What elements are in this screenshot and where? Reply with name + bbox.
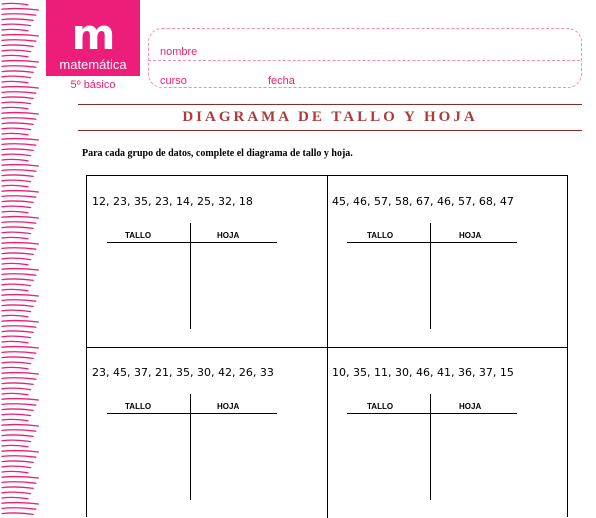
spiral-stroke bbox=[2, 40, 36, 41]
stem-header: TALLO bbox=[125, 231, 152, 240]
spiral-stroke bbox=[2, 123, 33, 124]
spiral-stroke bbox=[2, 170, 36, 171]
spiral-stroke bbox=[2, 508, 36, 509]
spiral-stroke bbox=[2, 217, 38, 218]
spiral-stroke bbox=[2, 393, 28, 394]
exercise-cell-4 bbox=[327, 347, 567, 518]
spiral-stroke bbox=[2, 336, 31, 337]
spiral-stroke bbox=[2, 440, 31, 441]
spiral-stroke bbox=[2, 45, 33, 46]
spiral-stroke bbox=[2, 471, 28, 472]
spiral-stroke bbox=[2, 149, 33, 150]
spiral-stroke bbox=[2, 206, 31, 207]
leaf-header: HOJA bbox=[459, 231, 482, 240]
spiral-stroke bbox=[2, 159, 28, 160]
spiral-stroke bbox=[2, 419, 28, 420]
spiral-stroke bbox=[2, 399, 38, 400]
spiral-stroke bbox=[2, 87, 38, 88]
spiral-stroke bbox=[2, 310, 31, 311]
spiral-stroke bbox=[2, 253, 33, 254]
spiral-stroke bbox=[2, 71, 33, 72]
spiral-stroke bbox=[2, 295, 38, 296]
spiral-stroke bbox=[2, 237, 28, 238]
name-label: nombre bbox=[160, 46, 198, 58]
exercise-data: 10, 35, 11, 30, 46, 41, 36, 37, 15 bbox=[332, 366, 514, 379]
stem-header: TALLO bbox=[367, 231, 394, 240]
spiral-stroke bbox=[2, 378, 36, 379]
spiral-stroke bbox=[2, 243, 38, 244]
spiral-stroke bbox=[2, 81, 28, 82]
spiral-stroke bbox=[2, 180, 31, 181]
spiral-stroke bbox=[2, 107, 28, 108]
exercise-data: 12, 23, 35, 23, 14, 25, 32, 18 bbox=[92, 195, 253, 208]
spiral-stroke bbox=[2, 279, 33, 280]
spiral-stroke bbox=[2, 451, 38, 452]
spiral-stroke bbox=[2, 482, 36, 483]
spiral-stroke bbox=[2, 19, 33, 20]
grade-pill bbox=[46, 76, 140, 94]
stem-leaf-vertical-rule bbox=[190, 394, 191, 500]
leaf-header: HOJA bbox=[217, 402, 240, 411]
spiral-stroke bbox=[2, 154, 31, 155]
student-info-divider bbox=[148, 60, 580, 61]
instructions: Para cada grupo de datos, complete el diagrama de tallo y hoja. bbox=[82, 148, 353, 159]
logo-subject: matemática bbox=[59, 57, 127, 72]
spiral-stroke bbox=[2, 227, 33, 228]
spiral-stroke bbox=[2, 456, 36, 457]
spiral-stroke bbox=[2, 466, 31, 467]
spiral-stroke bbox=[2, 258, 31, 259]
logo-letter: m bbox=[71, 10, 115, 59]
stem-leaf-vertical-rule bbox=[430, 394, 431, 500]
exercise-data: 23, 45, 37, 21, 35, 30, 42, 26, 33 bbox=[92, 366, 274, 379]
spiral-stroke bbox=[2, 331, 33, 332]
spiral-stroke bbox=[2, 61, 38, 62]
spiral-stroke bbox=[2, 118, 36, 119]
spiral-stroke bbox=[2, 347, 38, 348]
spiral-stroke bbox=[2, 3, 28, 4]
exercise-data: 45, 46, 57, 58, 67, 46, 57, 68, 47 bbox=[332, 195, 514, 208]
stem-leaf-horizontal-rule bbox=[107, 413, 277, 414]
spiral-stroke bbox=[2, 269, 38, 270]
spiral-stroke bbox=[2, 326, 36, 327]
stem-leaf-vertical-rule bbox=[430, 223, 431, 329]
spiral-stroke bbox=[2, 300, 36, 301]
spiral-stroke bbox=[2, 92, 36, 93]
spiral-stroke bbox=[2, 66, 36, 67]
spiral-stroke bbox=[2, 113, 38, 114]
spiral-stroke bbox=[2, 388, 31, 389]
spiral-stroke bbox=[2, 409, 33, 410]
stem-leaf-horizontal-rule bbox=[107, 242, 277, 243]
spiral-stroke bbox=[2, 362, 31, 363]
date-label: fecha bbox=[268, 75, 295, 87]
spiral-stroke bbox=[2, 139, 38, 140]
spiral-stroke bbox=[2, 425, 38, 426]
spiral-stroke bbox=[2, 321, 38, 322]
spiral-stroke bbox=[2, 191, 38, 192]
spiral-stroke bbox=[2, 341, 28, 342]
leaf-header: HOJA bbox=[217, 231, 240, 240]
spiral-stroke bbox=[2, 35, 38, 36]
spiral-stroke bbox=[2, 284, 31, 285]
stem-leaf-horizontal-rule bbox=[347, 413, 517, 414]
spiral-stroke bbox=[2, 102, 31, 103]
spiral-stroke bbox=[2, 144, 36, 145]
spiral-stroke bbox=[2, 14, 36, 15]
spiral-stroke bbox=[2, 24, 31, 25]
spiral-stroke bbox=[2, 9, 38, 10]
spiral-stroke bbox=[2, 430, 36, 431]
spiral-stroke bbox=[2, 175, 33, 176]
stem-leaf-horizontal-rule bbox=[347, 242, 517, 243]
spiral-stroke bbox=[2, 367, 28, 368]
spiral-stroke bbox=[2, 445, 28, 446]
title-bottom-rule bbox=[78, 130, 582, 131]
spiral-stroke bbox=[2, 487, 33, 488]
student-info-box bbox=[148, 28, 582, 88]
title-top-rule bbox=[78, 104, 582, 105]
spiral-stroke bbox=[2, 263, 28, 264]
spiral-stroke bbox=[2, 201, 33, 202]
stem-header: TALLO bbox=[125, 402, 152, 411]
spiral-stroke bbox=[2, 357, 33, 358]
spiral-stroke bbox=[2, 29, 28, 30]
spiral-stroke bbox=[2, 76, 31, 77]
spiral-stroke bbox=[2, 315, 28, 316]
course-label: curso bbox=[160, 75, 187, 87]
spiral-stroke bbox=[2, 497, 28, 498]
stem-leaf-vertical-rule bbox=[190, 223, 191, 329]
spiral-stroke bbox=[2, 128, 31, 129]
spiral-stroke bbox=[2, 404, 36, 405]
spiral-stroke bbox=[2, 383, 33, 384]
notebook-spiral bbox=[0, 0, 46, 517]
spiral-stroke bbox=[2, 222, 36, 223]
spiral-stroke bbox=[2, 352, 36, 353]
spiral-stroke bbox=[2, 305, 33, 306]
spiral-stroke bbox=[2, 55, 28, 56]
spiral-stroke bbox=[2, 492, 31, 493]
spiral-stroke bbox=[2, 185, 28, 186]
spiral-stroke bbox=[2, 513, 33, 514]
exercise-cell-1 bbox=[87, 176, 327, 347]
leaf-header: HOJA bbox=[459, 402, 482, 411]
spiral-stroke bbox=[2, 477, 38, 478]
spiral-stroke bbox=[2, 196, 36, 197]
spiral-stroke bbox=[2, 248, 36, 249]
exercise-cell-3 bbox=[87, 347, 327, 518]
spiral-stroke bbox=[2, 232, 31, 233]
spiral-stroke bbox=[2, 435, 33, 436]
stem-header: TALLO bbox=[367, 402, 394, 411]
spiral-stroke bbox=[2, 414, 31, 415]
spiral-stroke bbox=[2, 461, 33, 462]
logo-grade: 5º básico bbox=[70, 79, 116, 91]
exercise-grid bbox=[86, 175, 568, 517]
spiral-stroke bbox=[2, 133, 28, 134]
spiral-stroke bbox=[2, 503, 38, 504]
spiral-stroke bbox=[2, 373, 38, 374]
spiral-stroke bbox=[2, 165, 38, 166]
exercise-cell-2 bbox=[327, 176, 567, 347]
spiral-stroke bbox=[2, 274, 36, 275]
spiral-stroke bbox=[2, 211, 28, 212]
spiral-stroke bbox=[2, 97, 33, 98]
spiral-stroke bbox=[2, 50, 31, 51]
spiral-stroke bbox=[2, 289, 28, 290]
page-title: DIAGRAMA DE TALLO Y HOJA bbox=[182, 109, 478, 125]
